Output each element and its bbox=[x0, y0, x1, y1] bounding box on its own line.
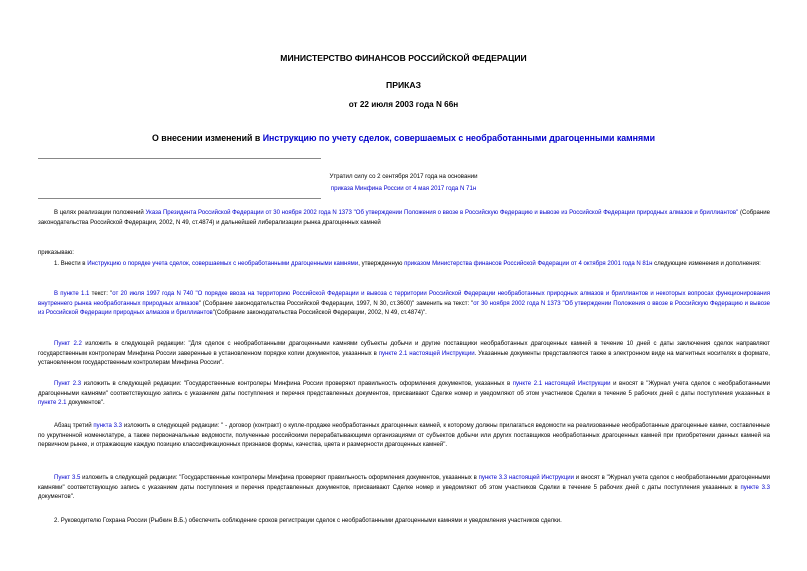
repeal-notice-text: Утратил силу со 2 сентября 2017 года на основании bbox=[329, 173, 478, 180]
clause-3-3-instruction-link[interactable]: пункте 3.3 настоящей Инструкции bbox=[478, 475, 575, 481]
divider-bottom bbox=[38, 198, 321, 199]
item-d-text-0: Абзац третий bbox=[54, 423, 94, 429]
item-e-paragraph bbox=[38, 474, 770, 503]
preamble-paragraph bbox=[38, 209, 770, 228]
clause-2-1-instruction-link[interactable]: пункте 2.1 настоящей Инструкции bbox=[512, 381, 611, 387]
title-instruction-link[interactable]: Инструкцию по учету сделок, совершаемых с необработанными драгоценными камнями bbox=[262, 133, 655, 143]
minfin-order-link[interactable]: приказом Министерства финансов Российской Федерации от 4 октября 2001 года N 81н bbox=[404, 261, 653, 267]
item-1-text-3: следующие изменения и дополнения: bbox=[652, 261, 761, 267]
item-a-paragraph bbox=[38, 290, 770, 319]
preamble-text-2: (Собрание законодательства Российской Федерации, 2002, N 49, ст.4874) и дальнейшей либерализации рынка драгоценных камней bbox=[38, 210, 770, 226]
item-1-text-2: , утвержденную bbox=[358, 261, 405, 267]
ministry-heading: МИНИСТЕРСТВО ФИНАНСОВ РОССИЙСКОЙ ФЕДЕРАЦИИ bbox=[280, 53, 527, 63]
doc-date-number: от 22 июля 2003 года N 66н bbox=[348, 100, 459, 109]
item-2-paragraph bbox=[38, 517, 770, 527]
item-1-text-1: 1. Внести в bbox=[54, 261, 88, 267]
item-1-paragraph bbox=[38, 260, 770, 270]
decree-link[interactable]: Указа Президента Российской Федерации от 30 ноября 2002 года N 1373 "Об утверждении Положения о ввозе в Российскую Федерацию и вывозе из Российской Федерации природных алмазов и бриллиантов" bbox=[145, 210, 739, 216]
item-a-text-2: " (Собрание законодательства Российской Федерации, 1997, N 30, ст.3600)" заменить на текст: " bbox=[198, 300, 474, 307]
item-d-paragraph bbox=[38, 422, 770, 451]
divider-top bbox=[38, 158, 321, 159]
item-a-text-1: текст: " bbox=[89, 291, 113, 297]
item-c-text-1: изложить в следующей редакции: "Государственные контролеры Минфина России проверяют правильность оформления документов, указанных в bbox=[81, 381, 513, 387]
title-prefix: О внесении изменений в bbox=[152, 133, 263, 143]
item-a-text-3: "(Собрание законодательства Российской Федерации, 2002, N 49, ст.4874)". bbox=[212, 310, 427, 317]
repeal-order-link[interactable]: приказа Минфина России от 4 мая 2017 года N 71н bbox=[330, 185, 477, 192]
clause-2-1-short-link[interactable]: пункте 2.1 bbox=[38, 400, 67, 407]
item-c-paragraph bbox=[38, 380, 770, 409]
clause-3-3-short-link[interactable]: пункте 3.3 bbox=[740, 484, 770, 491]
order-word: приказываю: bbox=[38, 250, 74, 256]
item-b-paragraph bbox=[38, 340, 770, 369]
clause-2-2-link[interactable]: Пункт 2.2 bbox=[54, 341, 82, 347]
clause-3-3-link[interactable]: пункта 3.3 bbox=[93, 423, 123, 429]
preamble-text-1: В целях реализации положений bbox=[54, 210, 146, 216]
clause-2-3-link[interactable]: Пункт 2.3 bbox=[54, 381, 82, 387]
repeal-notice bbox=[0, 171, 807, 195]
clause-3-5-link[interactable]: Пункт 3.5 bbox=[54, 475, 81, 481]
clause-1-1-link[interactable]: В пункте 1.1 bbox=[54, 291, 90, 297]
decree-1373-link[interactable]: от 30 ноября 2002 года N 1373 "Об утверждении Положения о ввозе в Российскую Федерацию и вывозе из Российской Федерации природных алмазов и бриллиантов bbox=[38, 300, 770, 317]
item-e-text-1: изложить в следующей редакции: "Государственные контролеры Минфина проверяют правильность оформления документов, указанных в bbox=[80, 475, 479, 481]
clause-2-1-link[interactable]: пункте 2.1 настоящей Инструкции bbox=[378, 350, 475, 357]
doc-title bbox=[0, 133, 807, 143]
resolution-740-link[interactable]: от 20 июля 1997 года N 740 "О порядке ввоза на территорию Российской Федерации и вывоза с территории Российской Федерации необработанных природных алмазов и бриллиантов и некоторых вопросах функционирования внутреннего рынка необработанных природных алмазов bbox=[38, 291, 770, 307]
item-d-text-1: изложить в следующей редакции: " - договор (контракт) о купле-продаже необработанных драгоценных камней, к которому должны прилагаться ведомости на реализованные необработанные драгоценные камни, составленные по укрупненной номенклатуре, а также первоначальные ведомости, полученные российскими перерабатывающими организациями от субъектов добычи или других поставщиков необработанных драгоценных камней при приобретении данных камней на первичном рынке, и отражающие каждую позицию классификационных признаков формы, качества, цвета и размерности драгоценных камней". bbox=[38, 423, 770, 449]
item-c-text-2: и вносят в "Журнал учета сделок с необработанными драгоценными камнями" соответствующую запись с указанием даты поступления и перечня представленных документов, присваивают Сделке номер и уведомляют об этом участников Сделки в течение 5 рабочих дней с даты поступления указанных в bbox=[38, 381, 770, 397]
instruction-link[interactable]: Инструкцию о порядке учета сделок, совершаемых с необработанными драгоценными камнями bbox=[87, 261, 359, 267]
item-2-text: 2. Руководителю Гохрана России (Рыбкин В.Б.) обеспечить соблюдение сроков регистрации сделок с необработанными драгоценными камнями и уведомления участников сделки. bbox=[54, 518, 562, 524]
item-b-text-1: изложить в следующей редакции: "Для сделок с необработанными драгоценными камнями субъекты добычи и другие поставщики необработанных драгоценных камней в течение 10 дней с даты заключения сделок направляют государственным контролерам Минфина России заверенные в установленном порядке копии документов, указанных в bbox=[38, 341, 771, 357]
item-e-text-2: и вносят в "Журнал учета сделок с необработанными драгоценными камнями" соответствующую запись с указанием даты поступления и перечня представленных документов, присваивают Сделке номер и уведомляют об этом участников Сделки в течение 5 рабочих дней с даты поступления указанных в bbox=[38, 475, 770, 491]
item-b-text-2: . Указанные документы представляются также в электронном виде на магнитных носителях в формате, установленном государственным контролерам Минфина России". bbox=[38, 350, 770, 367]
item-c-text-3: документов". bbox=[66, 400, 105, 407]
doc-type-heading: ПРИКАЗ bbox=[386, 80, 421, 90]
item-e-text-3: документов". bbox=[38, 494, 75, 501]
